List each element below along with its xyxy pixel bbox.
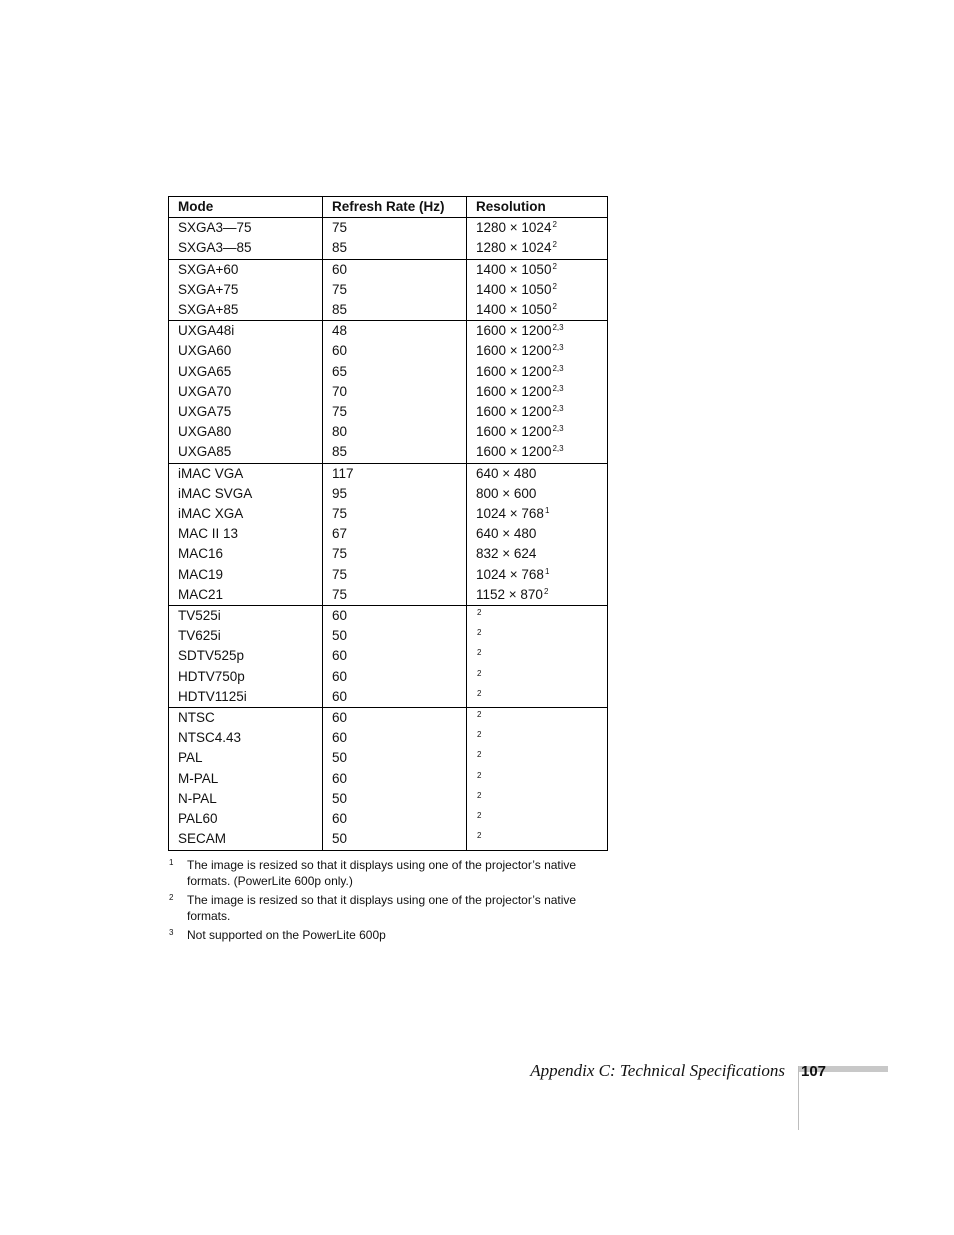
resolution-cell	[467, 362, 608, 382]
mode-cell	[169, 687, 323, 708]
resolution-cell-text: 640 × 480	[476, 465, 537, 481]
resolution-cell	[467, 402, 608, 422]
footnote-reference: 2,3	[552, 343, 564, 353]
table-row	[169, 504, 608, 524]
table-row	[169, 565, 608, 585]
mode-cell-text: iMAC XGA	[178, 506, 244, 522]
header-mode: Mode	[169, 197, 323, 218]
refresh-rate-cell	[323, 809, 467, 829]
footnote-reference: 2	[477, 648, 482, 658]
mode-cell-text: UXGA65	[178, 363, 232, 379]
refresh-rate-cell-text: 60	[332, 648, 348, 664]
table-row	[169, 626, 608, 646]
resolution-cell-text: 832 × 624	[476, 546, 537, 562]
refresh-rate-cell	[323, 362, 467, 382]
resolution-cell-text: 1600 × 1200	[476, 444, 552, 460]
footnote-reference: 2,3	[552, 424, 564, 434]
table-row	[169, 218, 608, 239]
mode-cell	[169, 565, 323, 585]
refresh-rate-cell-text: 60	[332, 261, 348, 277]
resolution-cell	[467, 728, 608, 748]
footnote-reference: 2,3	[552, 383, 564, 393]
refresh-rate-cell-text: 60	[332, 608, 348, 624]
refresh-rate-cell-text: 75	[332, 281, 348, 297]
resolution-cell-text: 1600 × 1200	[476, 363, 552, 379]
mode-cell-text: UXGA80	[178, 424, 232, 440]
refresh-rate-cell-text: 65	[332, 363, 348, 379]
mode-cell	[169, 463, 323, 484]
table-row	[169, 321, 608, 342]
refresh-rate-cell-text: 50	[332, 831, 348, 847]
table-row	[169, 728, 608, 748]
resolution-cell	[467, 300, 608, 321]
resolution-cell-text: 1600 × 1200	[476, 404, 552, 420]
mode-cell	[169, 300, 323, 321]
mode-cell-text: TV525i	[178, 608, 221, 624]
resolution-cell-text: 1600 × 1200	[476, 323, 552, 339]
mode-cell-text: PAL	[178, 750, 203, 766]
refresh-rate-cell	[323, 238, 467, 259]
refresh-rate-cell	[323, 218, 467, 239]
refresh-rate-cell	[323, 382, 467, 402]
resolution-cell	[467, 321, 608, 342]
footnote-mark: 3	[169, 928, 174, 937]
mode-cell-text: MAC19	[178, 566, 224, 582]
mode-cell	[169, 748, 323, 768]
resolution-cell-text: 1400 × 1050	[476, 281, 552, 297]
table-row	[169, 606, 608, 627]
footnote-reference: 2	[552, 261, 557, 271]
mode-cell-text: UXGA75	[178, 404, 232, 420]
refresh-rate-cell	[323, 259, 467, 280]
resolution-cell	[467, 687, 608, 708]
refresh-rate-cell	[323, 321, 467, 342]
table-body	[169, 218, 608, 850]
refresh-rate-cell-text: 60	[332, 770, 348, 786]
footnotes	[168, 858, 608, 948]
refresh-rate-cell-text: 50	[332, 790, 348, 806]
mode-cell-text: SXGA+85	[178, 302, 239, 318]
refresh-rate-cell	[323, 708, 467, 729]
mode-cell	[169, 238, 323, 259]
table-row	[169, 463, 608, 484]
refresh-rate-cell-text: 75	[332, 566, 348, 582]
refresh-rate-cell	[323, 769, 467, 789]
footnote-2	[168, 893, 608, 924]
table-row	[169, 402, 608, 422]
resolution-cell	[467, 585, 608, 606]
refresh-rate-cell	[323, 646, 467, 666]
footnote-reference: 2,3	[552, 444, 564, 454]
mode-cell-text: MAC II 13	[178, 526, 239, 542]
table-row	[169, 422, 608, 442]
refresh-rate-cell	[323, 687, 467, 708]
table-row	[169, 382, 608, 402]
table-row	[169, 646, 608, 666]
refresh-rate-cell-text: 75	[332, 586, 348, 602]
resolution-cell	[467, 218, 608, 239]
mode-cell-text: PAL60	[178, 811, 218, 827]
resolution-cell-text: 1600 × 1200	[476, 383, 552, 399]
mode-cell	[169, 280, 323, 300]
refresh-rate-cell-text: 75	[332, 220, 348, 236]
footer-rule	[798, 1066, 799, 1130]
mode-cell-text: NTSC4.43	[178, 730, 242, 746]
refresh-rate-cell-text: 70	[332, 383, 348, 399]
refresh-rate-cell	[323, 341, 467, 361]
footnote-reference: 2	[552, 240, 557, 250]
refresh-rate-cell-text: 60	[332, 343, 348, 359]
refresh-rate-cell-text: 85	[332, 302, 348, 318]
table-row	[169, 442, 608, 463]
resolution-cell-text: 1600 × 1200	[476, 424, 552, 440]
resolution-cell	[467, 748, 608, 768]
resolution-cell	[467, 544, 608, 564]
refresh-rate-cell	[323, 606, 467, 627]
footnote-reference: 2	[543, 586, 549, 596]
refresh-rate-cell	[323, 626, 467, 646]
footnote-reference: 2	[477, 831, 482, 841]
footnote-reference: 2	[477, 688, 482, 698]
refresh-rate-cell-text: 95	[332, 485, 348, 501]
resolution-cell	[467, 565, 608, 585]
mode-cell	[169, 484, 323, 504]
video-modes-table	[168, 196, 608, 851]
mode-cell-text: HDTV1125i	[178, 688, 247, 704]
resolution-cell-text: 1400 × 1050	[476, 261, 552, 277]
refresh-rate-cell	[323, 484, 467, 504]
refresh-rate-cell-text: 75	[332, 506, 348, 522]
mode-cell	[169, 708, 323, 729]
footnote-reference: 2,3	[552, 323, 564, 333]
refresh-rate-cell	[323, 402, 467, 422]
mode-cell	[169, 422, 323, 442]
mode-cell-text: iMAC VGA	[178, 465, 244, 481]
refresh-rate-cell-text: 85	[332, 444, 348, 460]
mode-cell	[169, 544, 323, 564]
refresh-rate-cell	[323, 829, 467, 850]
mode-cell-text: SECAM	[178, 831, 227, 847]
mode-cell	[169, 442, 323, 463]
mode-cell	[169, 646, 323, 666]
mode-cell	[169, 524, 323, 544]
footnote-reference: 2	[477, 668, 482, 678]
mode-cell-text: SXGA+75	[178, 281, 239, 297]
refresh-rate-cell-text: 85	[332, 240, 348, 256]
mode-cell-text: UXGA60	[178, 343, 232, 359]
refresh-rate-cell-text: 117	[332, 465, 354, 481]
refresh-rate-cell	[323, 565, 467, 585]
table-row	[169, 708, 608, 729]
mode-cell	[169, 667, 323, 687]
table-row	[169, 280, 608, 300]
refresh-rate-cell	[323, 463, 467, 484]
footnote-reference: 1	[544, 566, 550, 576]
resolution-cell	[467, 667, 608, 687]
refresh-rate-cell	[323, 300, 467, 321]
table-row	[169, 789, 608, 809]
refresh-rate-cell	[323, 524, 467, 544]
table-row	[169, 667, 608, 687]
resolution-cell	[467, 809, 608, 829]
resolution-cell	[467, 829, 608, 850]
mode-cell-text: UXGA70	[178, 383, 232, 399]
refresh-rate-cell-text: 48	[332, 323, 348, 339]
refresh-rate-cell-text: 60	[332, 710, 348, 726]
table-row	[169, 809, 608, 829]
refresh-rate-cell	[323, 748, 467, 768]
footnote-mark: 2	[169, 893, 174, 902]
running-footer-title: Appendix C: Technical Specifications	[530, 1061, 785, 1080]
mode-cell	[169, 728, 323, 748]
refresh-rate-cell-text: 75	[332, 546, 348, 562]
footnote-reference: 2,3	[552, 404, 564, 414]
resolution-cell-text: 1400 × 1050	[476, 302, 552, 318]
resolution-cell	[467, 442, 608, 463]
mode-cell-text: MAC16	[178, 546, 224, 562]
resolution-cell-text: 1280 × 1024	[476, 220, 552, 236]
footnote-reference: 2	[477, 811, 482, 821]
mode-cell	[169, 259, 323, 280]
table-row	[169, 484, 608, 504]
resolution-cell-text: 1600 × 1200	[476, 343, 552, 359]
refresh-rate-cell-text: 67	[332, 526, 348, 542]
mode-cell	[169, 585, 323, 606]
resolution-cell	[467, 524, 608, 544]
refresh-rate-cell	[323, 422, 467, 442]
resolution-cell	[467, 708, 608, 729]
mode-cell-text: NTSC	[178, 710, 215, 726]
resolution-cell	[467, 626, 608, 646]
refresh-rate-cell	[323, 442, 467, 463]
footnote-text: The image is resized so that it displays using one of the projector’s native formats. (PowerLite 600p only.)	[187, 858, 577, 888]
mode-cell	[169, 626, 323, 646]
header-resolution: Resolution	[467, 197, 608, 218]
footnote-mark: 1	[169, 858, 174, 867]
table-row	[169, 362, 608, 382]
resolution-cell	[467, 280, 608, 300]
mode-cell-text: N-PAL	[178, 790, 217, 806]
mode-cell-text: SXGA3—75	[178, 220, 252, 236]
mode-cell-text: SDTV525p	[178, 648, 245, 664]
resolution-cell	[467, 382, 608, 402]
mode-cell	[169, 382, 323, 402]
mode-cell-text: UXGA48i	[178, 323, 235, 339]
table-row	[169, 341, 608, 361]
mode-cell	[169, 809, 323, 829]
mode-cell-text: HDTV750p	[178, 668, 245, 684]
footnote-1	[168, 858, 608, 889]
refresh-rate-cell-text: 80	[332, 424, 348, 440]
footnote-3	[168, 928, 608, 944]
table-row	[169, 238, 608, 259]
table-row	[169, 300, 608, 321]
footnote-reference: 2	[477, 608, 482, 618]
mode-cell	[169, 789, 323, 809]
resolution-cell	[467, 259, 608, 280]
footnote-reference: 2	[477, 730, 482, 740]
resolution-cell	[467, 484, 608, 504]
mode-cell	[169, 341, 323, 361]
mode-cell	[169, 402, 323, 422]
mode-cell	[169, 504, 323, 524]
mode-cell	[169, 829, 323, 850]
table-row	[169, 829, 608, 850]
footnote-reference: 2	[552, 220, 557, 230]
resolution-cell-text: 1024 × 768	[476, 566, 544, 582]
resolution-cell	[467, 646, 608, 666]
table-header-row	[169, 197, 608, 218]
footnote-reference: 2	[477, 790, 482, 800]
table-row	[169, 585, 608, 606]
refresh-rate-cell-text: 60	[332, 688, 348, 704]
resolution-cell	[467, 769, 608, 789]
resolution-cell-text: 1280 × 1024	[476, 240, 552, 256]
mode-cell	[169, 769, 323, 789]
resolution-cell	[467, 422, 608, 442]
page-number: 107	[801, 1063, 827, 1080]
refresh-rate-cell-text: 60	[332, 730, 348, 746]
mode-cell-text: MAC21	[178, 586, 224, 602]
refresh-rate-cell	[323, 280, 467, 300]
table-row	[169, 259, 608, 280]
refresh-rate-cell-text: 50	[332, 628, 348, 644]
mode-cell-text: UXGA85	[178, 444, 232, 460]
refresh-rate-cell-text: 60	[332, 811, 348, 827]
resolution-cell	[467, 463, 608, 484]
table-row	[169, 544, 608, 564]
footnote-reference: 2,3	[552, 363, 564, 373]
footnote-reference: 2	[477, 750, 482, 760]
refresh-rate-cell-text: 60	[332, 668, 348, 684]
refresh-rate-cell	[323, 667, 467, 687]
resolution-cell-text: 640 × 480	[476, 526, 537, 542]
mode-cell	[169, 606, 323, 627]
mode-cell-text: TV625i	[178, 628, 221, 644]
resolution-cell-text: 1024 × 768	[476, 506, 544, 522]
mode-cell-text: SXGA+60	[178, 261, 239, 277]
mode-cell-text: iMAC SVGA	[178, 485, 253, 501]
resolution-cell	[467, 789, 608, 809]
footnote-text: Not supported on the PowerLite 600p	[187, 928, 386, 942]
table-row	[169, 748, 608, 768]
refresh-rate-cell	[323, 585, 467, 606]
refresh-rate-cell-text: 75	[332, 404, 348, 420]
mode-cell	[169, 218, 323, 239]
table-row	[169, 687, 608, 708]
footnote-reference: 2	[477, 710, 482, 720]
mode-cell-text: M-PAL	[178, 770, 219, 786]
header-refresh-rate: Refresh Rate (Hz)	[323, 197, 467, 218]
resolution-cell	[467, 504, 608, 524]
table-row	[169, 524, 608, 544]
footnote-reference: 2	[477, 770, 482, 780]
footnote-text: The image is resized so that it displays using one of the projector’s native formats.	[187, 893, 577, 923]
refresh-rate-cell	[323, 789, 467, 809]
refresh-rate-cell	[323, 728, 467, 748]
refresh-rate-cell	[323, 544, 467, 564]
resolution-cell	[467, 606, 608, 627]
refresh-rate-cell	[323, 504, 467, 524]
footnote-reference: 2	[552, 302, 557, 312]
footnote-reference: 2	[552, 281, 557, 291]
refresh-rate-cell-text: 50	[332, 750, 348, 766]
resolution-cell	[467, 341, 608, 361]
mode-cell	[169, 362, 323, 382]
resolution-cell	[467, 238, 608, 259]
footnote-reference: 1	[544, 506, 550, 516]
mode-cell-text: SXGA3—85	[178, 240, 252, 256]
footnote-reference: 2	[477, 628, 482, 638]
resolution-cell-text: 800 × 600	[476, 485, 537, 501]
table-row	[169, 769, 608, 789]
mode-cell	[169, 321, 323, 342]
resolution-cell-text: 1152 × 870	[476, 586, 543, 602]
